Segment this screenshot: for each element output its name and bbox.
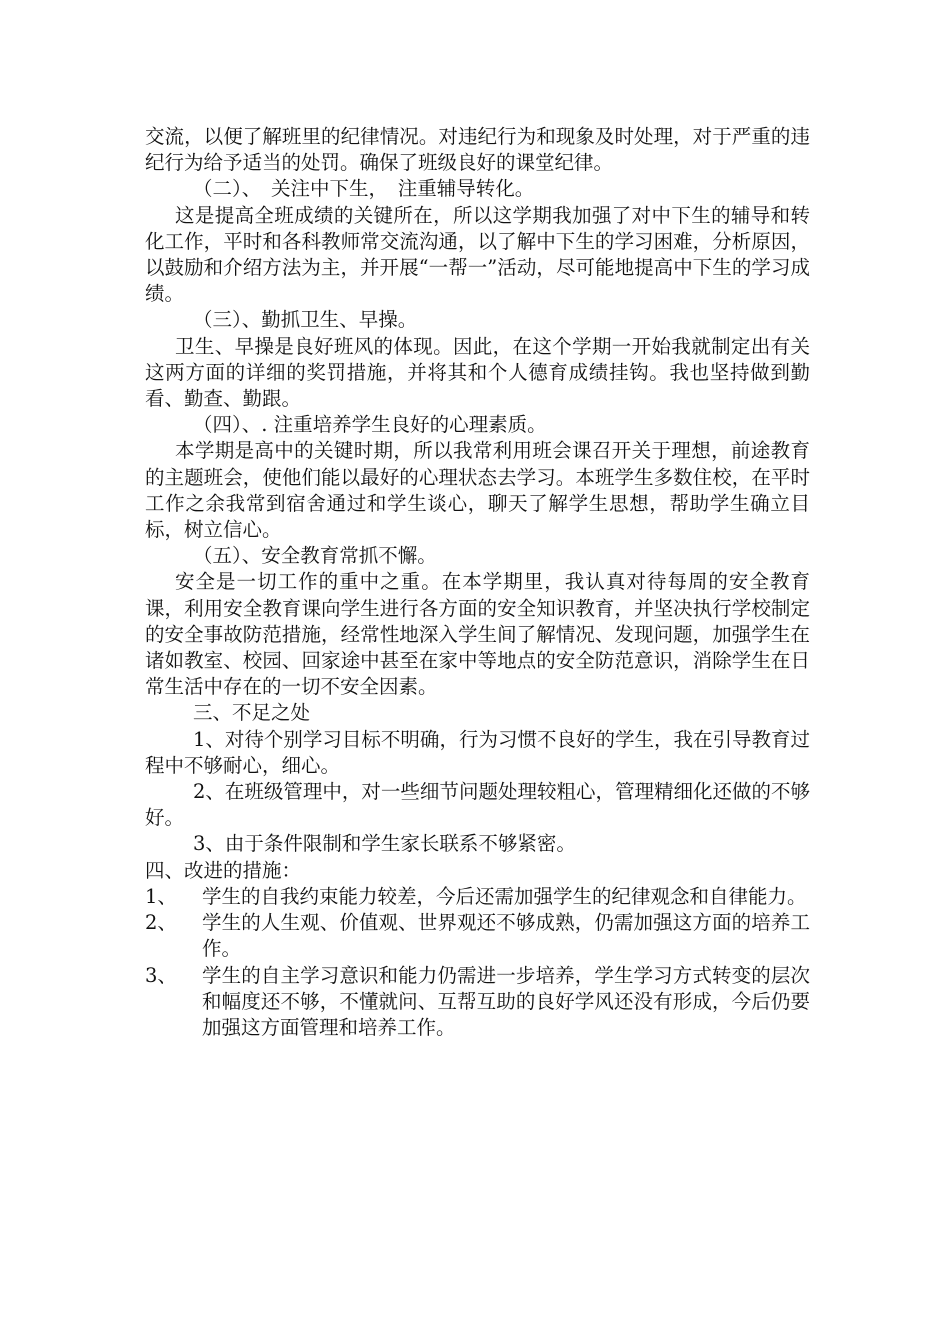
section-heading-5: （五）、安全教育常抓不懈。	[193, 544, 437, 568]
section-heading-shortcomings: 三、不足之处	[193, 701, 311, 725]
improvement-item-1	[145, 884, 810, 910]
section-heading-4: （四）、. 注重培养学生良好的心理素质。	[193, 413, 547, 437]
list-item-text: 学生的自主学习意识和能力仍需进一步培养，学生学习方式转变的层次和幅度还不够，不懂就问、互帮互助的良好学风还没有形成，今后仍要加强这方面管理和培养工作。	[202, 963, 810, 1039]
improvement-item-3	[145, 963, 810, 1042]
paragraph-discipline-continued: 交流，以便了解班里的纪律情况。对违纪行为和现象及时处理，对于严重的违纪行为给予适当的处罚。确保了班级良好的课堂纪律。	[145, 125, 810, 175]
document-body	[145, 124, 810, 1041]
list-item-text: 学生的自我约束能力较差，今后还需加强学生的纪律观念和自律能力。	[202, 884, 807, 908]
shortcoming-item-1: 1、对待个别学习目标不明确，行为习惯不良好的学生，我在引导教育过程中不够耐心，细心。	[145, 727, 810, 777]
list-number: 1、	[145, 884, 177, 908]
section-heading-improvements: 四、改进的措施：	[145, 858, 302, 882]
list-item-text: 学生的人生观、价值观、世界观还不够成熟，仍需加强这方面的培养工作。	[202, 911, 810, 961]
list-number: 3、	[145, 963, 177, 987]
shortcoming-item-2: 2、在班级管理中，对一些细节问题处理较粗心，管理精细化还做的不够好。	[145, 780, 810, 830]
list-number: 2、	[145, 911, 177, 935]
paragraph-psychology: 本学期是高中的关键时期，所以我常利用班会课召开关于理想，前途教育的主题班会，使他们能以最好的心理状态去学习。本班学生多数住校，在平时工作之余我常到宿舍通过和学生谈心，聊天了解学生思想，帮助学生确立目标，树立信心。	[145, 439, 810, 542]
improvement-item-2	[145, 910, 810, 962]
paragraph-safety: 安全是一切工作的重中之重。在本学期里，我认真对待每周的安全教育课，利用安全教育课向学生进行各方面的安全知识教育，并坚决执行学校制定的安全事故防范措施，经常性地深入学生间了解情况、发现问题，加强学生在诸如教室、校园、回家途中甚至在家中等地点的安全防范意识，消除学生在日常生活中存在的一切不安全因素。	[145, 570, 810, 699]
paragraph-hygiene-exercise: 卫生、早操是良好班风的体现。因此，在这个学期一开始我就制定出有关这两方面的详细的奖罚措施，并将其和个人德育成绩挂钩。我也坚持做到勤看、勤查、勤跟。	[145, 334, 810, 411]
shortcoming-item-3: 3、由于条件限制和学生家长联系不够紧密。	[193, 832, 576, 856]
section-heading-2: （二）、 关注中下生， 注重辅导转化。	[193, 177, 535, 201]
section-heading-3: （三）、勤抓卫生、早操。	[193, 308, 418, 332]
paragraph-lower-students: 这是提高全班成绩的关键所在，所以这学期我加强了对中下生的辅导和转化工作，平时和各科教师常交流沟通，以了解中下生的学习困难，分析原因，以鼓励和介绍方法为主，并开展“一帮一”活动，尽可能地提高中下生的学习成绩。	[145, 203, 810, 306]
